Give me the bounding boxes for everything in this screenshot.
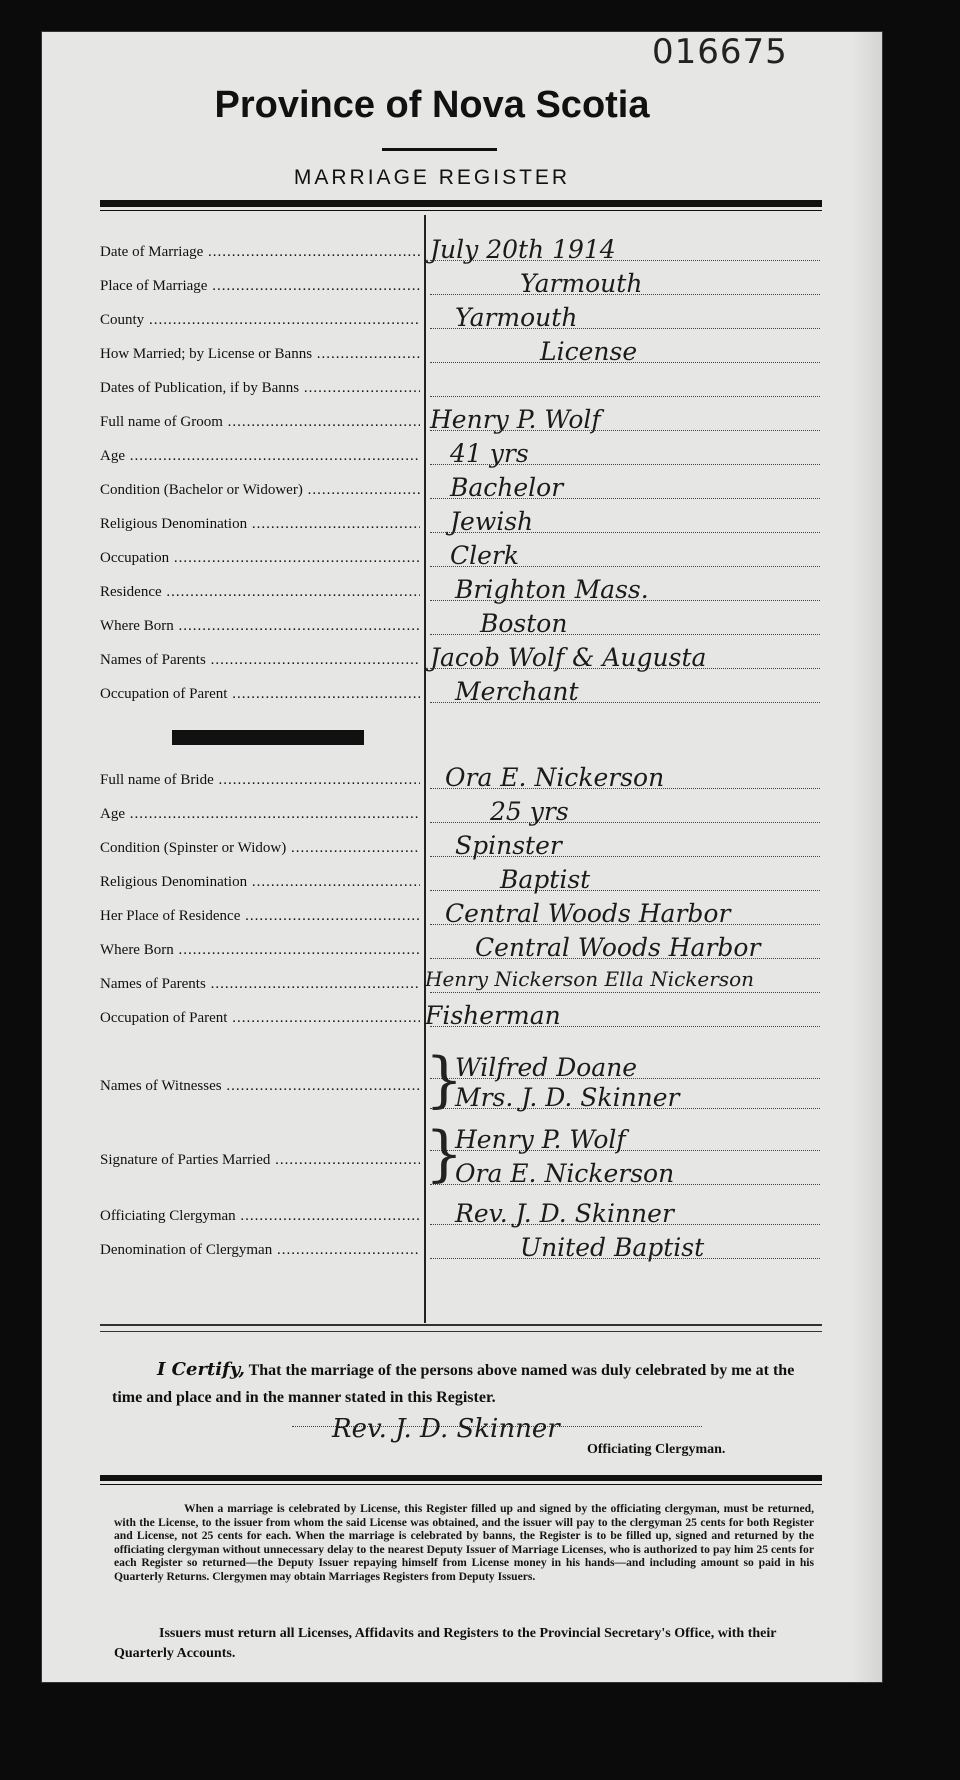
field-value: Wilfred Doane [455, 1053, 638, 1082]
field-groom-parent-occupation [100, 677, 820, 718]
field-value: Merchant [455, 677, 579, 706]
field-value: Yarmouth [455, 303, 578, 332]
title-rule [382, 148, 497, 151]
field-label: Condition (Spinster or Widow) ..... [100, 840, 420, 857]
field-value: Yarmouth [520, 269, 643, 298]
field-value: Spinster [455, 831, 562, 860]
field-value: Jacob Wolf & Augusta [430, 643, 707, 672]
field-how-married [100, 337, 820, 378]
field-value: Central Woods Harbor [445, 899, 731, 928]
field-label: Occupation of Parent ..... [100, 1010, 420, 1027]
footer-rule-thin [100, 1484, 822, 1485]
field-value: Ora E. Nickerson [455, 1159, 675, 1188]
field-label: How Married; by License or Banns ..... [100, 346, 420, 363]
certify-text: That the marriage of the persons above named was duly celebrated by me at the time and place and in the manner stated in this Register. [112, 1362, 795, 1406]
field-value: 41 yrs [450, 439, 529, 468]
field-label: Where Born ..... [100, 942, 420, 959]
field-value: United Baptist [520, 1233, 705, 1262]
field-value: Brighton Mass. [455, 575, 649, 604]
field-value: 25 yrs [490, 797, 569, 826]
value-line [430, 822, 820, 823]
field-value: Fisherman [425, 1001, 561, 1030]
field-groom-residence [100, 575, 820, 616]
witnesses-brace: } [425, 1045, 464, 1115]
header-rule [100, 200, 822, 207]
signature-caption: Officiating Clergyman. [587, 1442, 726, 1457]
section-divider-bar [172, 730, 364, 745]
field-value: Clerk [450, 541, 520, 570]
form-subtitle: MARRIAGE REGISTER [293, 166, 571, 189]
field-label: Residence ..... [100, 584, 420, 601]
value-line [430, 890, 820, 891]
field-label: County ..... [100, 312, 420, 329]
field-value: Henry P. Wolf [455, 1125, 626, 1154]
field-label: Where Born ..... [100, 618, 420, 635]
field-label: Condition (Bachelor or Widower) ..... [100, 482, 420, 499]
field-bride-name [100, 763, 820, 804]
field-officiating-clergyman [100, 1199, 820, 1240]
field-value: Bachelor [450, 473, 564, 502]
field-bride-condition [100, 831, 820, 872]
page-title: Province of Nova Scotia [214, 84, 650, 126]
field-label: Religious Denomination ..... [100, 874, 420, 891]
field-label: Her Place of Residence ..... [100, 908, 420, 925]
field-date-of-marriage [100, 235, 820, 276]
instructions-paragraph: When a marriage is celebrated by License, this Register filled up and signed by the officiating clergyman, must be returned, with the License, to the issuer from whom the said License was obtained, and the issuer will pay to the clergyman 25 cents for both Register and License, not 25 cents for each. When the marriage is celebrated by banns, the Register is to be filled up, signed and returned by the officiating clergyman without unnecessary delay to the nearest Deputy Issuer of Marriage Licenses, who is authorized to pay him 25 cents for each Register so returned—the Deputy Issuer repaying himself from License money in his hands—and including amount so paid in his Quarterly Returns. Clergymen may obtain Marriages Registers from Deputy Issuers. [114, 1502, 814, 1583]
field-label: Religious Denomination ..... [100, 516, 420, 533]
section-rule-thin [100, 1331, 822, 1332]
field-value: Henry Nickerson Ella Nickerson [425, 967, 755, 991]
value-line [430, 396, 820, 397]
field-label: Names of Witnesses ..... [100, 1078, 420, 1095]
field-label: Age ..... [100, 448, 420, 465]
certify-lead: I Certify, [157, 1359, 245, 1380]
field-label: Denomination of Clergyman ..... [100, 1242, 420, 1259]
value-line [430, 992, 820, 993]
section-rule [100, 1324, 822, 1326]
field-county [100, 303, 820, 344]
field-label: Date of Marriage ..... [100, 244, 420, 261]
field-label: Place of Marriage ..... [100, 278, 420, 295]
field-label: Age ..... [100, 806, 420, 823]
field-value: Rev. J. D. Skinner [455, 1199, 674, 1228]
field-label: Occupation of Parent ..... [100, 686, 420, 703]
header-rule-thin [100, 210, 822, 211]
register-form [42, 32, 882, 1682]
field-label: Occupation ..... [100, 550, 420, 567]
field-value: Ora E. Nickerson [445, 763, 665, 792]
field-value: Baptist [500, 865, 591, 894]
field-bride-parent-occupation [100, 1001, 820, 1042]
field-value: Mrs. J. D. Skinner [455, 1083, 680, 1112]
field-value: Jewish [450, 507, 534, 536]
field-value: July 20th 1914 [430, 235, 616, 264]
field-label: Names of Parents ..... [100, 652, 420, 669]
field-label: Officiating Clergyman ..... [100, 1208, 420, 1225]
field-clergy-denomination [100, 1233, 820, 1274]
field-label: Names of Parents ..... [100, 976, 420, 993]
footer-rule [100, 1475, 822, 1481]
field-value: Central Woods Harbor [475, 933, 761, 962]
signatures-brace: } [425, 1119, 464, 1189]
field-value: Henry P. Wolf [430, 405, 601, 434]
clergyman-signature: Rev. J. D. Skinner [332, 1414, 560, 1444]
field-label: Full name of Groom ..... [100, 414, 420, 431]
register-number-stamp: 016675 [652, 32, 788, 72]
field-value: Boston [480, 609, 568, 638]
field-label: Full name of Bride ..... [100, 772, 420, 789]
field-value: License [540, 337, 638, 366]
field-label: Dates of Publication, if by Banns ..... [100, 380, 420, 397]
issuers-note: Issuers must return all Licenses, Affidavits and Registers to the Provincial Secretary's Office, with their Quarterly Accounts. [114, 1626, 777, 1661]
certification-statement [112, 1356, 812, 1411]
field-label: Signature of Parties Married ..... [100, 1152, 420, 1169]
